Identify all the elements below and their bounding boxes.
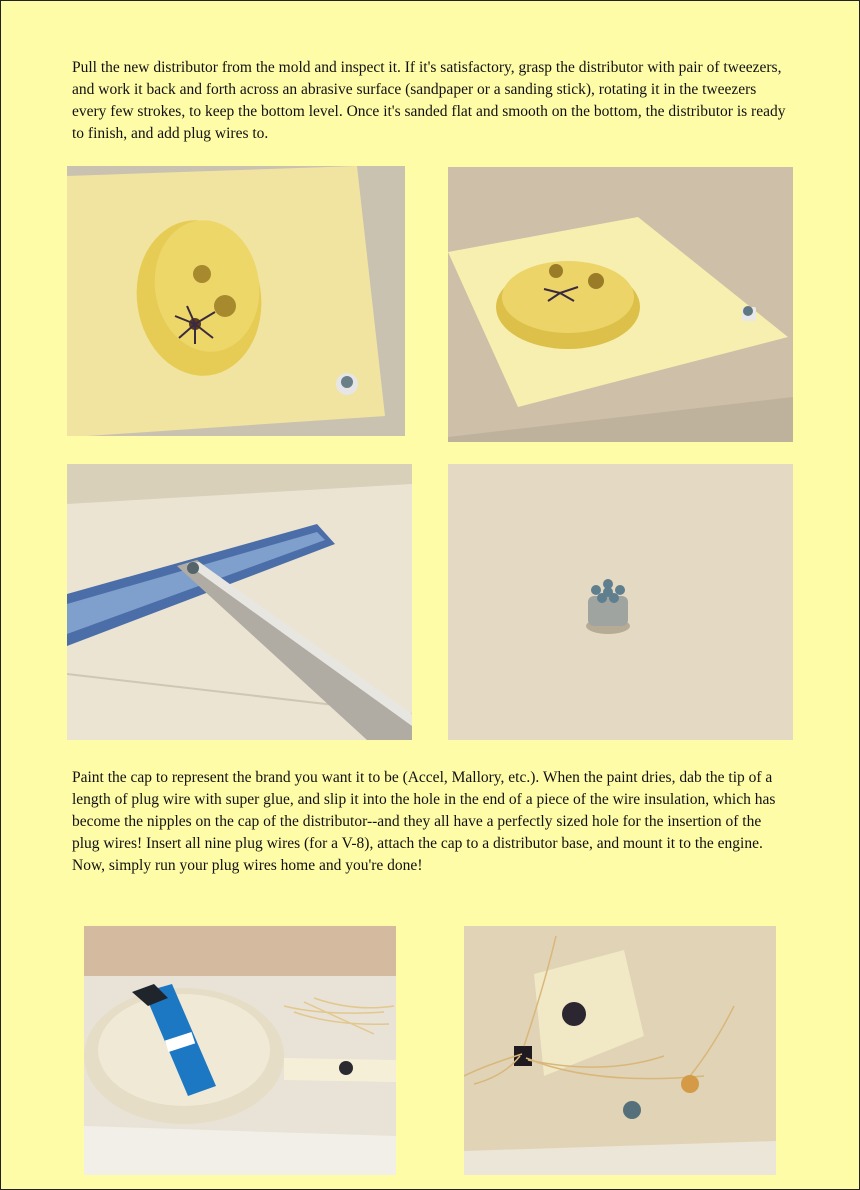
photo-mold-top-view (67, 166, 405, 436)
photo-finished-distributor-cap (448, 464, 793, 740)
photo-sanding-stick-tweezers (67, 464, 412, 740)
photo-super-glue-and-wires (84, 926, 396, 1175)
finishing-paragraph: Paint the cap to represent the brand you want it to be (Accel, Mallory, etc.). When the paint dries, dab the tip of a length of plug wire with super glue, and slip it into the hole in the end of a piece of the wire insulation, which has become the nipples on the cap of the distributor--and they all have a perfectly sized hole for the insertion of the plug wires! Insert all nine plug wires (for a V-8), attach the cap to a distributor base, and mount it to the engine. Now, simply run your plug wires home and you're done! (72, 769, 776, 874)
photo-wired-distributor-caps (464, 926, 776, 1175)
intro-paragraph: Pull the new distributor from the mold and inspect it. If it's satisfactory, grasp the distributor with pair of tweezers, and work it back and forth across an abrasive surface (sandpaper or a sanding stick), rotating it in the tweezers every few strokes, to keep the bottom level. Once it's sanded flat and smooth on the bottom, the distributor is ready to finish, and add plug wires to. (72, 59, 786, 142)
photo-mold-angled-view (448, 167, 793, 442)
